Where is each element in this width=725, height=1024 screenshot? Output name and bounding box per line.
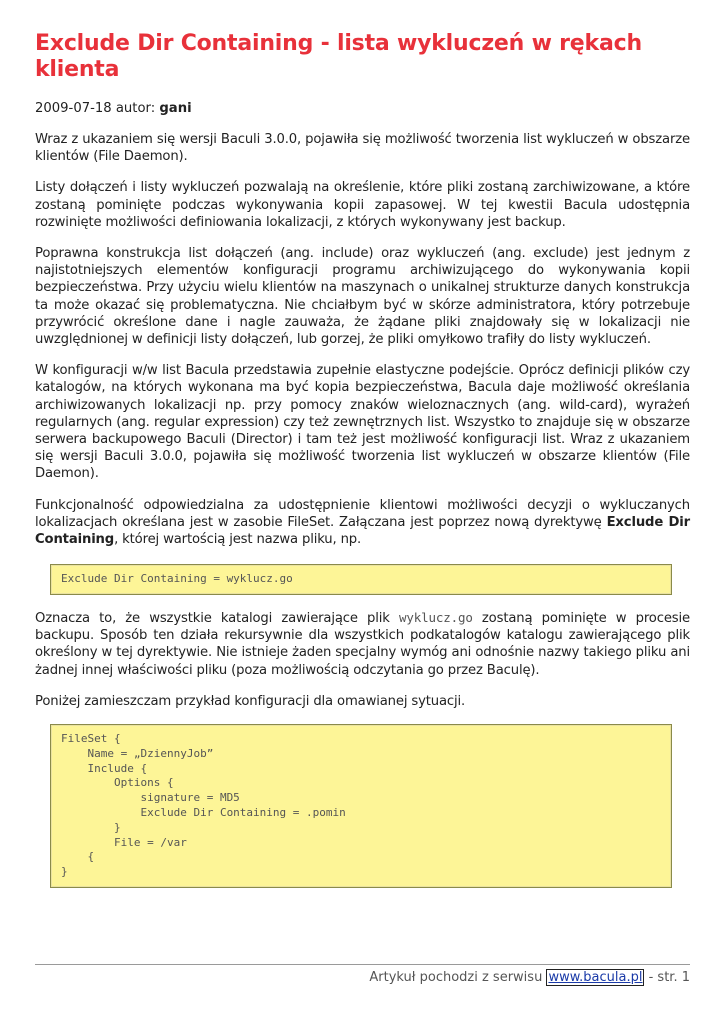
footer-site-link[interactable]: www.bacula.pl xyxy=(548,970,643,985)
code-line: } xyxy=(61,820,121,834)
article-title: Exclude Dir Containing - lista wykluczeń w rękach klienta xyxy=(35,31,642,82)
code-line: signature = MD5 xyxy=(61,791,240,805)
code-line: Name = „DziennyJob” xyxy=(61,746,214,760)
code-line: FileSet { xyxy=(61,732,121,746)
paragraph-1: Wraz z ukazaniem się wersji Baculi 3.0.0, pojawiła się możliwość tworzenia list wykluczeń w obszarze klientów (File Daemon). xyxy=(35,132,690,165)
code-line: Exclude Dir Containing = wyklucz.go xyxy=(61,572,293,586)
code-line: Exclude Dir Containing = .pomin xyxy=(61,806,346,820)
paragraph-6-text-b: zostaną pominięte w procesie backupu. Sposób ten działa rekursywnie dla wszystkich podkatalogów katalogu zawierającego plik określony w tej dyrektywie. Nie istnieje żaden specjalny wymóg ani odnośnie nazwy takiego pliku ani żadnej innej właściwości pliku (poza możliwością odczytania go przez Baculę). xyxy=(35,611,690,678)
paragraph-5-text-b: , której wartością jest nazwa pliku, np. xyxy=(114,532,362,548)
code-line: } xyxy=(61,865,68,879)
footer-divider xyxy=(35,964,690,965)
paragraph-2: Listy dołączeń i listy wykluczeń pozwalają na określenie, które pliki zostaną zarchiwizowane, a które zostaną pominięte podczas wykonywania kopii zapasowej. W tej kwestii Bacula udostępnia rozwinięte możliwości definiowania lokalizacji, z których wykonywany jest backup. xyxy=(35,180,690,230)
paragraph-6-text-a: Oznacza to, że wszystkie katalogi zawierające plik xyxy=(35,611,399,627)
code-line: { xyxy=(61,850,95,864)
directive-name: Exclude Dir Containing xyxy=(35,514,690,548)
author-label: autor: xyxy=(115,101,156,116)
article-date: 2009-07-18 xyxy=(35,101,112,116)
footer-source-text: Artykuł pochodzi z serwisu xyxy=(369,970,543,985)
code-block-fileset xyxy=(50,724,672,888)
inline-code-filename: wyklucz.go xyxy=(398,610,473,626)
code-block-directive xyxy=(50,564,672,595)
paragraph-5 xyxy=(35,497,690,549)
code-line: Options { xyxy=(61,776,174,790)
paragraph-5-text-a: Funkcjonalność odpowiedzialna za udostępnienie klientowi możliwości decyzji o wykluczanych lokalizacjach określana jest w zasobie FileSet. Załączana jest poprzez nową dyrektywę xyxy=(35,497,690,530)
author-name: gani xyxy=(159,101,192,116)
article-meta xyxy=(35,100,690,117)
code-line: File = /var xyxy=(61,835,187,849)
footer-page-number: - str. 1 xyxy=(648,970,690,985)
code-line: Include { xyxy=(61,761,148,775)
paragraph-7: Poniżej zamieszczam przykład konfiguracji dla omawianej sytuacji. xyxy=(35,693,466,709)
paragraph-4: W konfiguracji w/w list Bacula przedstawia zupełnie elastyczne podejście. Oprócz definicji plików czy katalogów, na których wykonana ma być kopia bezpieczeństwa, Bacula daje możliwość określania archiwizowanych lokalizacji np. przy pomocy znaków wieloznacznych (ang. wild-card), wyrażeń regularnych (ang. regular expression) czy też zewnętrznych list. Wszystko to znajduje się w obszarze serwera backupowego Baculi (Director) i tam też jest możliwość konfiguracji list. Wraz z ukazaniem się wersji Baculi 3.0.0, pojawiła się możliwość tworzenia list wykluczeń w obszarze klientów (File Daemon). xyxy=(35,363,690,482)
paragraph-6 xyxy=(35,609,690,679)
page-footer xyxy=(369,970,690,985)
paragraph-3: Poprawna konstrukcja list dołączeń (ang. include) oraz wykluczeń (ang. exclude) jest jednym z najistotniejszych elementów konfiguracji programu archiwizującego do wykonywania kopii bezpieczeństwa. Przy użyciu wielu klientów na maszynach o unikalnej strukturze danych konstrukcja ta może okazać się problematyczna. Nie chciałbym być w skórze administratora, który potrzebuje przywrócić określone dane i nagle zauważa, że żądane pliki znajdowały się w lokalizacji nie uwzględnionej w definicji listy dołączeń, lub gorzej, że pliki omyłkowo trafiły do listy wykluczeń. xyxy=(35,246,690,348)
article xyxy=(35,31,690,888)
